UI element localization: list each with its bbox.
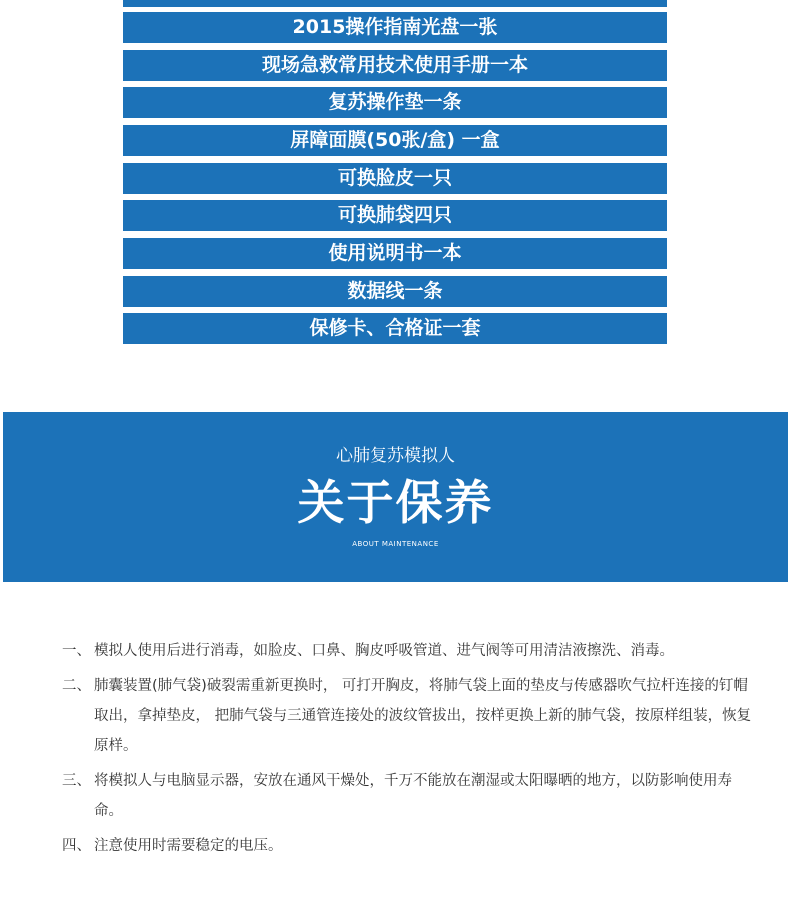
banner-subtitle-en: ABOUT MAINTENANCE bbox=[352, 540, 439, 548]
package-list-item bbox=[123, 0, 667, 7]
note-text: 注意使用时需要稳定的电压。 bbox=[94, 838, 283, 854]
maintenance-note bbox=[62, 671, 752, 761]
note-number: 三、 bbox=[62, 773, 91, 789]
note-text: 将模拟人与电脑显示器，安放在通风干燥处，千万不能放在潮湿或太阳曝晒的地方，以防影响使用寿命。 bbox=[94, 773, 732, 819]
note-number: 四、 bbox=[62, 838, 91, 854]
package-list-item: 使用说明书一本 bbox=[123, 238, 667, 269]
package-list-item: 复苏操作垫一条 bbox=[123, 87, 667, 118]
package-list-item: 屏障面膜(50张/盒) 一盒 bbox=[123, 125, 667, 156]
maintenance-notes bbox=[62, 636, 752, 866]
note-number: 一、 bbox=[62, 643, 91, 659]
note-number: 二、 bbox=[62, 678, 91, 694]
maintenance-note bbox=[62, 636, 752, 666]
package-list-item: 可换肺袋四只 bbox=[123, 200, 667, 231]
package-list-item: 数据线一条 bbox=[123, 276, 667, 307]
banner-title: 关于保养 bbox=[297, 476, 494, 531]
package-list-item: 2015操作指南光盘一张 bbox=[123, 12, 667, 43]
maintenance-note bbox=[62, 766, 752, 826]
maintenance-note bbox=[62, 831, 752, 861]
package-list-item: 现场急救常用技术使用手册一本 bbox=[123, 50, 667, 81]
note-text: 模拟人使用后进行消毒，如脸皮、口鼻、胸皮呼吸管道、进气阀等可用清洁液擦洗、消毒。 bbox=[94, 643, 674, 659]
maintenance-banner bbox=[3, 412, 788, 582]
package-list-item: 可换脸皮一只 bbox=[123, 163, 667, 194]
package-list-item: 保修卡、合格证一套 bbox=[123, 313, 667, 344]
note-text: 肺囊装置(肺气袋)破裂需重新更换时， 可打开胸皮，将肺气袋上面的垫皮与传感器吹气拉杆连接的钉帽取出，拿掉垫皮， 把肺气袋与三通管连接处的波纹管拔出，按样更换上新的肺气袋，按原样组装，恢复原样。 bbox=[94, 678, 752, 754]
banner-subtitle: 心肺复苏模拟人 bbox=[336, 446, 455, 466]
